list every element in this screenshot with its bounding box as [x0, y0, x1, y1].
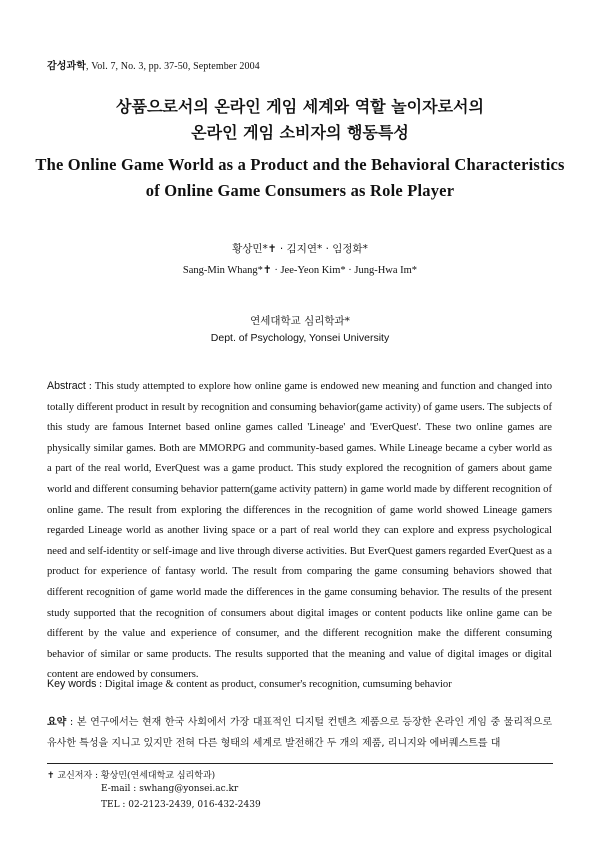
english-title-line-1: The Online Game World as a Product and the Behavioral Characteristics — [35, 155, 565, 174]
korean-title-line-2: 온라인 게임 소비자의 행동특성 — [191, 123, 409, 142]
korean-abstract — [47, 712, 552, 754]
authors-korean: 황상민*✝ · 김지연* · 임정화* — [232, 243, 368, 255]
footnote-corresponding-author: ✝ 교신저자 : 황상민(연세대학교 심리학과) — [47, 771, 216, 781]
abstract — [47, 376, 552, 686]
keywords — [47, 678, 552, 690]
footnote-divider — [47, 763, 553, 764]
journal-citation — [47, 57, 260, 72]
abstract-text: : This study attempted to explore how online game is endowed new meaning and function and changed into totally different product in result by recognition and consuming behavior(game activity) of game users. The subjects of this study are famous Internet based online games called 'Lineage' and 'EverQuest'. These two online games are physically similar games. Both are MMORPG and community-based games. While Lineage became a cyber world as a part of the real world, EverQuest was a game product. This study explored the recognition of gamers about game world and different consuming behavior pattern(game activity pattern) in game world made by different recognition of online game. The result from exploring the differences in the recognition of game world showed Lineage gamers regarded Lineage world as another living space or a part of real world they can explore and express psychological need and self-identity or self-image and live through diverse activities. But EverQuest gamers regarded EverQuest as a product for experience of fantasy world. The result from comparing the game consuming behaviors showed that different recognition of game world made the differences in the game consuming behavior. The results of the present study supported that the recognition of consumers about digital images or content poducts like online game can be different by the value and experience of consumer, and the different recognition make the different consuming behavior of similar or same products. The results supported that the meaning and value of digital images or digital content are endowed by consumers. — [47, 381, 552, 681]
journal-name: 감성과학 — [47, 61, 87, 72]
affiliation-korean: 연세대학교 심리학과* — [250, 315, 350, 327]
korean-abstract-text: : 본 연구에서는 현재 한국 사회에서 가장 대표적인 디지털 컨텐츠 제품으로 등장한 온라인 게임 중 물리적으로 유사한 특성을 지니고 있지만 전혀 다른 형태의 세계로 발전해간 두 개의 제품, 리니지와 에버퀘스트를 대 — [47, 717, 552, 749]
footnote-telephone: TEL : 02-2123-2439, 016-432-2439 — [101, 800, 261, 810]
footnote-email: E-mail : swhang@yonsei.ac.kr — [101, 784, 239, 794]
journal-citation-text: , Vol. 7, No. 3, pp. 37-50, September 2004 — [86, 61, 260, 72]
keywords-text: : Digital image & content as product, consumer's recognition, cumsuming behavior — [96, 679, 452, 690]
abstract-label: Abstract — [47, 380, 86, 392]
english-title-line-2: of Online Game Consumers as Role Player — [145, 181, 455, 200]
affiliation-english: Dept. of Psychology, Yonsei University — [210, 332, 390, 344]
keywords-label: Key words — [47, 678, 97, 690]
authors-english: Sang-Min Whang*✝ · Jee-Yeon Kim* · Jung-Hwa Im* — [182, 265, 418, 276]
korean-title-line-1: 상품으로서의 온라인 게임 세계와 역할 놀이자로서의 — [116, 97, 484, 116]
korean-abstract-label: 요약 — [47, 717, 67, 728]
